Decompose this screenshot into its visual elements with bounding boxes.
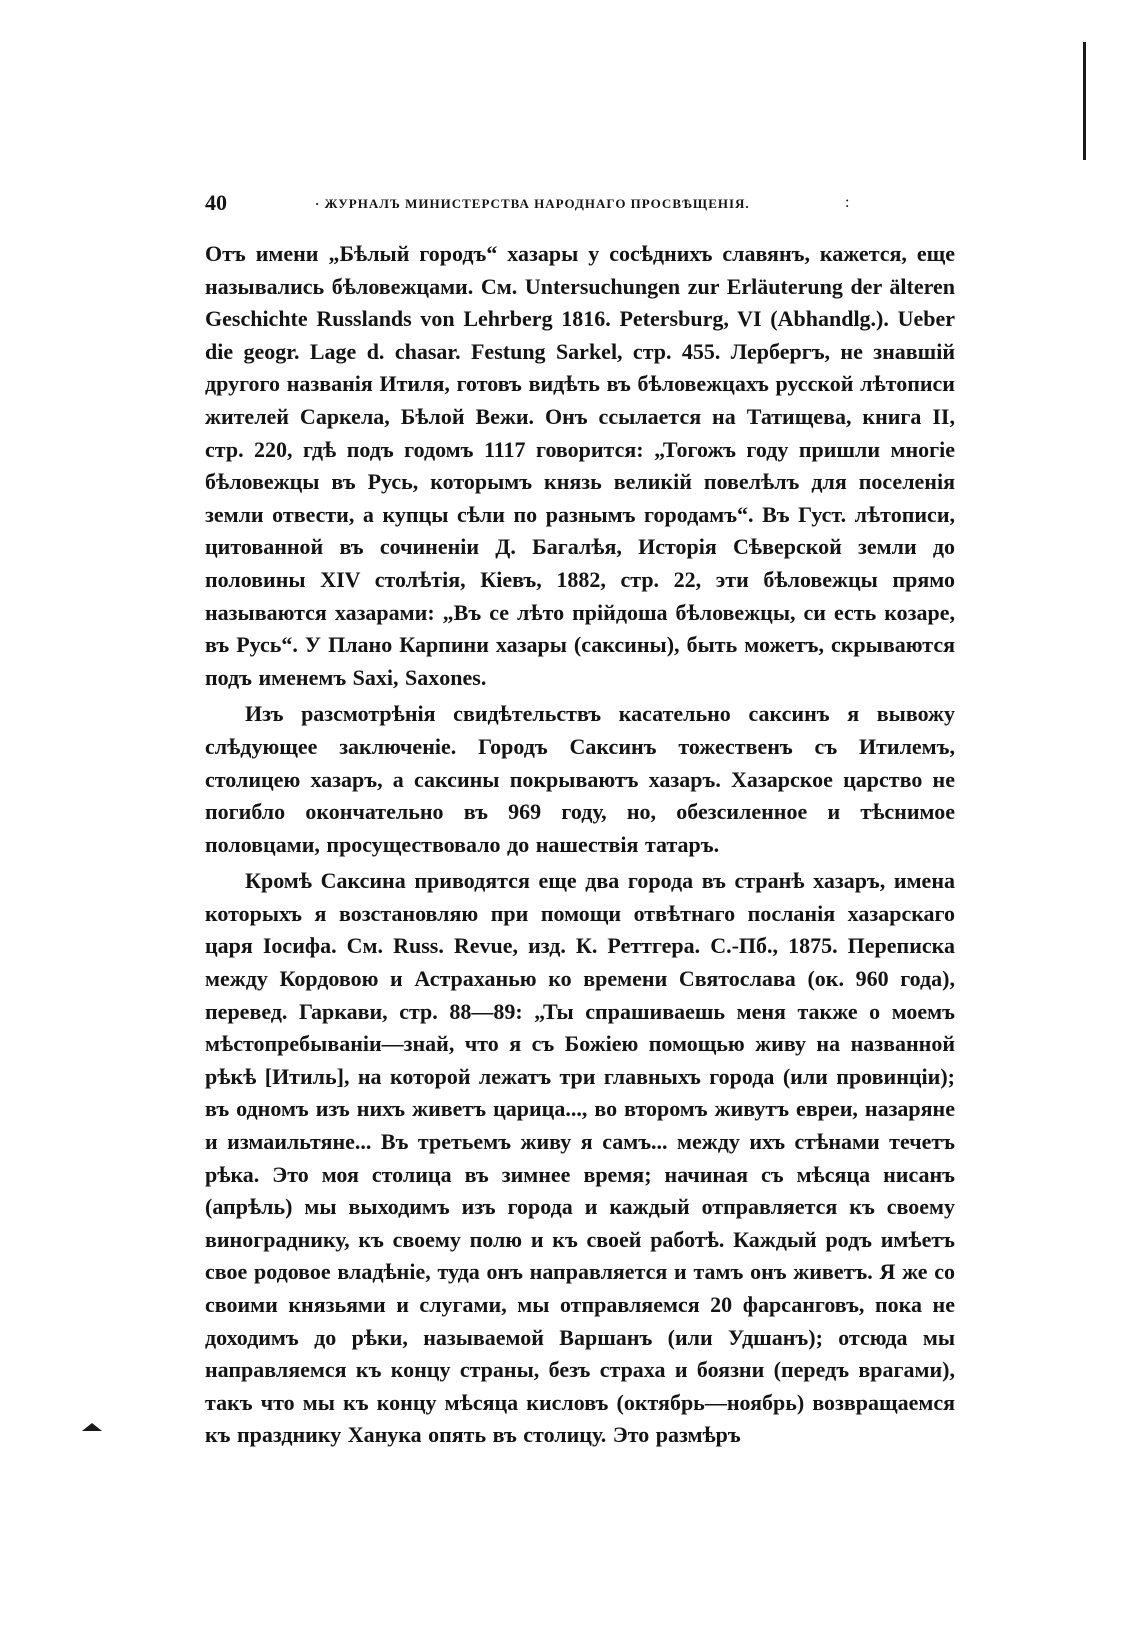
margin-mark-icon (82, 1423, 102, 1431)
body-text (205, 238, 955, 1452)
header-trailing-mark: : (845, 194, 850, 211)
page-header (205, 190, 955, 220)
paragraph-conclusion: Изъ разсмотрѣнія свидѣтельствъ касательно саксинъ я вывожу слѣдующее заключеніе. Городъ Саксинъ тожественъ съ Итилемъ, столицею хазаръ, а саксины покрываютъ хазаръ. Хазарское царство не погибло окончательно въ 969 году, но, обезсиленное и тѣснимое половцами, просуществовало до нашествія татаръ. (205, 701, 955, 857)
running-title: · ЖУРНАЛЪ МИНИСТЕРСТВА НАРОДНАГО ПРОСВѢЩЕНIЯ. (315, 196, 750, 211)
paragraph-cities: Кромѣ Саксина приводятся еще два города въ странѣ хазаръ, имена которыхъ я возстановляю при помощи отвѣтнаго посланія хазарскаго царя Іосифа. См. Russ. Revue, изд. К. Реттгера. С.-Пб., 1875. Переписка между Кордовою и Астраханью ко времени Святослава (ок. 960 года), перевед. Гаркави, стр. 88—89: „Ты спрашиваешь меня также о моемъ мѣстопребываніи—знай, что я съ Божіею помощью живу на названной рѣкѣ [Итиль], на которой лежатъ три главныхъ города (или провинціи); въ одномъ изъ нихъ живетъ царица..., во второмъ живутъ евреи, назаряне и измаильтяне... Въ третьемъ живу я самъ... между ихъ стѣнами течетъ рѣка. Это моя столица въ зимнее время; начиная съ мѣсяца нисанъ (апрѣль) мы выходимъ изъ города и каждый отправляется къ своему винограднику, къ своему полю и къ своей работѣ. Каждый родъ имѣетъ свое родовое владѣніе, туда онъ направляется и тамъ онъ живетъ. Я же со своими князьями и слугами, мы отправляемся 20 фарсанговъ, пока не доходимъ до рѣки, называемой Варшанъ (или Удшанъ); отсюда мы направляемся къ концу страны, безъ страха и боязни (передъ врагами), такъ что мы къ концу мѣсяца кисловъ (октябрь—ноябрь) возвращаемся къ празднику Ханука опять въ столицу. Это размѣръ (205, 868, 955, 1448)
scan-edge-line (1083, 42, 1086, 160)
page-number: 40 (205, 190, 227, 215)
paragraph-footnote-continuation: Отъ имени „Бѣлый городъ“ хазары у сосѣднихъ славянъ, кажется, еще назывались бѣловежцами. См. Untersuchungen zur Erläuterung der älteren Geschichte Russlands von Lehrberg 1816. Petersburg, VI (Abhandlg.). Ueber die geogr. Lage d. chasar. Festung Sarkel, стр. 455. Лербергъ, не знавшій другого названія Итиля, готовъ видѣть въ бѣловежцахъ русской лѣтописи жителей Саркела, Бѣлой Вежи. Онъ ссылается на Татищева, книга II, стр. 220, гдѣ подъ годомъ 1117 говорится: „Тогожъ году пришли многіе бѣловежцы въ Русь, которымъ князь великій повелѣлъ для поселенія земли отвести, а купцы сѣли по разнымъ городамъ“. Въ Густ. лѣтописи, цитованной въ сочиненіи Д. Багалѣя, Исторія Сѣверской земли до половины XIV столѣтія, Кіевъ, 1882, стр. 22, эти бѣловежцы прямо называются хазарами: „Въ се лѣто прійдоша бѣловежцы, си есть козаре, въ Русь“. У Плано Карпини хазары (саксины), быть можетъ, скрываются подъ именемъ Saxi, Saxones. (205, 241, 955, 690)
